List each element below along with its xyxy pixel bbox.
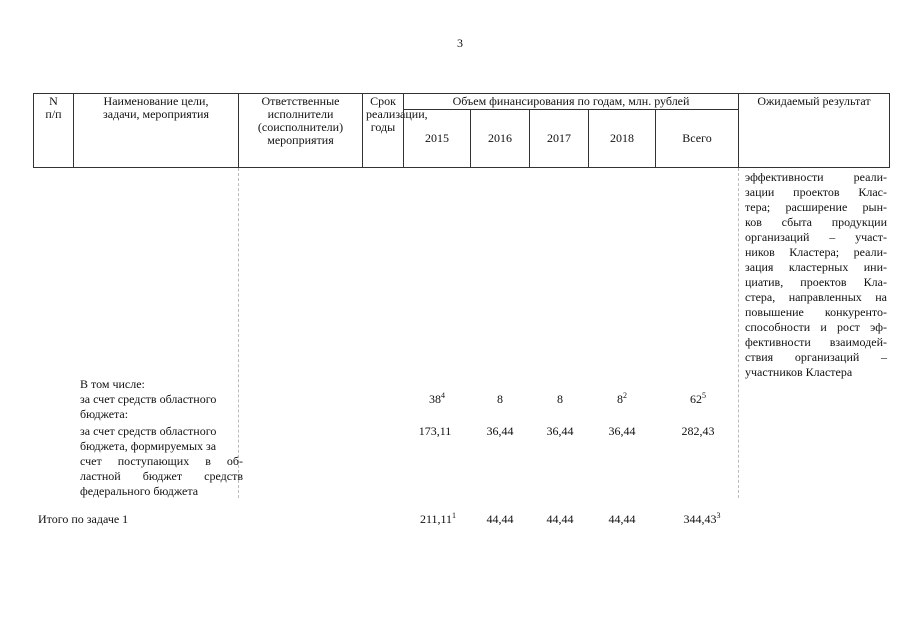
result-line: эффективности реали- <box>745 170 887 184</box>
header-col-term-label: Срок реализации, годы <box>366 94 428 134</box>
value-2015: 38 <box>429 392 441 406</box>
footnote-mark: 1 <box>452 511 457 520</box>
value-total: 62 <box>690 392 702 406</box>
result-line: зация кластерных ини- <box>745 260 887 274</box>
column-divider <box>238 168 239 498</box>
result-line: ствия организаций – <box>745 350 887 364</box>
row-subtotal-2017: 44,44 <box>546 512 574 526</box>
row-federal-2016: 36,44 <box>486 424 514 438</box>
header-col-result <box>738 93 890 168</box>
row-subtotal-2018: 44,44 <box>608 512 636 526</box>
row-regional-2018 <box>592 392 652 407</box>
header-col-name-label: Наименование цели, задачи, мероприятия <box>103 94 209 121</box>
header-col-executors <box>238 93 363 168</box>
row-federal-label-1: за счет средств областного <box>80 424 217 438</box>
header-col-number <box>33 93 74 168</box>
result-line: зации проектов Клас- <box>745 185 887 199</box>
result-line: повышение конкуренто- <box>745 305 887 319</box>
header-year-2015-label: 2015 <box>425 131 449 145</box>
header-year-2018-label: 2018 <box>610 131 634 145</box>
result-line: ников Кластера; реали- <box>745 245 887 259</box>
header-total <box>655 109 739 168</box>
header-total-label: Всего <box>682 131 712 145</box>
row-federal-label-3: счет поступающих в об- <box>80 454 243 468</box>
row-federal-label-5: федерального бюджета <box>80 484 199 498</box>
header-col-financing <box>403 93 739 110</box>
header-col-financing-label: Объем финансирования по годам, млн. рублей <box>452 94 690 108</box>
row-regional-total <box>668 392 728 407</box>
header-col-name <box>73 93 239 168</box>
row-subtotal-label: Итого по задаче 1 <box>38 512 129 526</box>
footnote-mark: 2 <box>623 391 627 400</box>
row-regional-2016: 8 <box>497 392 503 406</box>
row-regional-2015 <box>407 392 467 407</box>
result-line: стера, направленных на <box>745 290 887 304</box>
result-line: способности и рост эф- <box>745 320 887 334</box>
header-col-result-label: Ожидаемый результат <box>757 94 871 108</box>
header-year-2017-label: 2017 <box>547 131 571 145</box>
value-2015: 211,11 <box>419 512 453 526</box>
row-federal-2015: 173,11 <box>418 424 452 438</box>
header-year-2017 <box>529 109 589 168</box>
row-subtotal-total <box>672 512 732 527</box>
header-col-executors-label: Ответственные исполнители (соисполнители) мероприятия <box>257 94 344 147</box>
page-number: 3 <box>457 36 463 50</box>
result-line: фективности взаимодей- <box>745 335 887 349</box>
row-regional-2017: 8 <box>557 392 563 406</box>
value-2018: 8 <box>617 392 623 406</box>
header-year-2015 <box>403 109 471 168</box>
row-federal-2017: 36,44 <box>546 424 574 438</box>
header-col-number-label: N п/п <box>45 94 62 121</box>
footnote-mark: 3 <box>716 511 721 520</box>
row-subtotal-2015 <box>408 512 468 527</box>
result-line: ков сбыта продукции <box>745 215 887 229</box>
value-total: 344,43 <box>683 512 717 526</box>
row-federal-label-2: бюджета, формируемых за <box>80 439 217 453</box>
row-subtotal-2016: 44,44 <box>486 512 514 526</box>
header-year-2018 <box>588 109 656 168</box>
result-line: участников Кластера <box>745 365 853 379</box>
row-regional-label-2: бюджета: <box>80 407 129 421</box>
footnote-mark: 4 <box>441 391 445 400</box>
row-federal-total: 282,43 <box>681 424 715 438</box>
row-federal-label-4: ластной бюджет средств <box>80 469 243 483</box>
including-label: В том числе: <box>80 377 145 391</box>
expected-result-text <box>745 170 887 380</box>
row-regional-label-1: за счет средств областного <box>80 392 217 406</box>
row-federal-2018: 36,44 <box>608 424 636 438</box>
result-line: организаций – участ- <box>745 230 887 244</box>
result-line: тера; расширение рын- <box>745 200 887 214</box>
header-year-2016-label: 2016 <box>488 131 512 145</box>
header-year-2016 <box>470 109 530 168</box>
result-line: циатив, проектов Кла- <box>745 275 887 289</box>
column-divider <box>738 168 739 498</box>
footnote-mark: 5 <box>702 391 706 400</box>
header-col-term <box>362 93 428 168</box>
